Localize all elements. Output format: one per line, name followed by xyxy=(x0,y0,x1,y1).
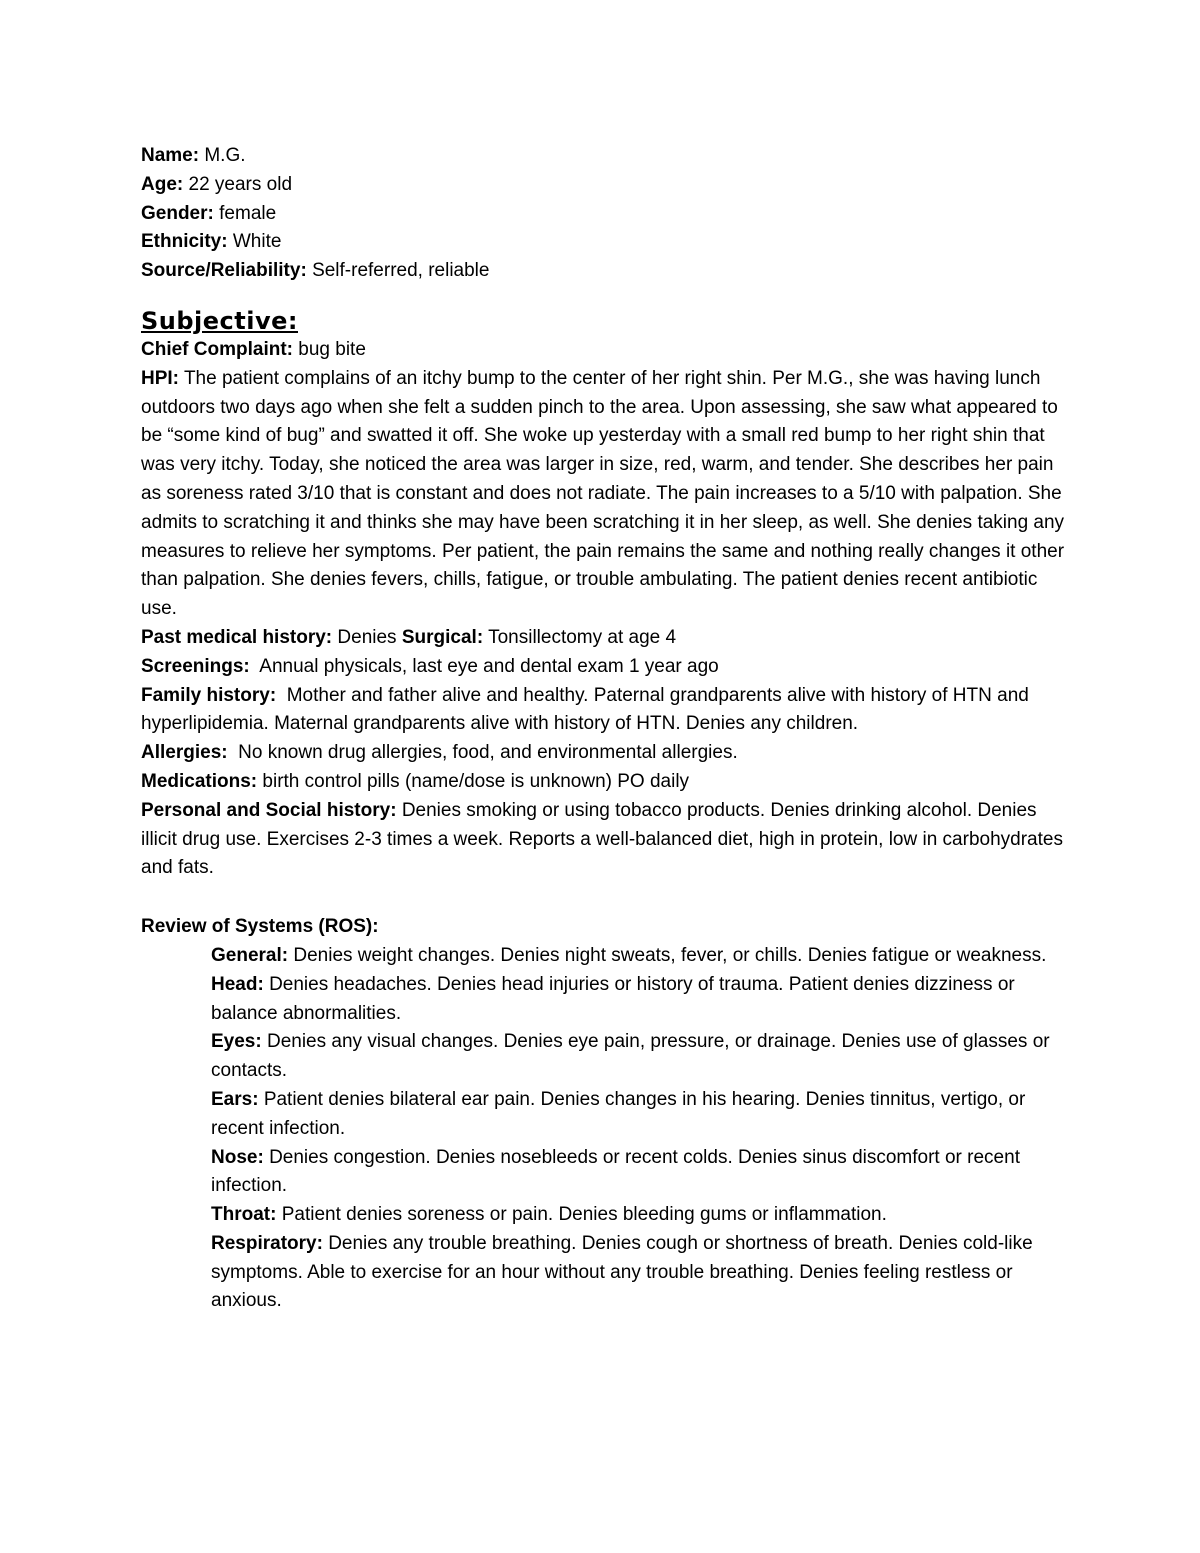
name-line xyxy=(141,142,1066,171)
ros-throat-value: Patient denies soreness or pain. Denies bleeding gums or inflammation. xyxy=(281,1204,887,1226)
source-line xyxy=(141,257,1066,286)
source-value: Self-referred, reliable xyxy=(312,260,490,282)
family-history-paragraph xyxy=(141,682,1066,740)
ros-item-nose xyxy=(211,1144,1066,1202)
ros-throat-label: Throat: xyxy=(211,1204,277,1226)
screenings-line xyxy=(141,653,1066,682)
social-history-value: Denies smoking or using tobacco products. Denies drinking alcohol. Denies illicit drug use. Exercises 2-3 times a week. Reports a well-balanced diet, high in protein, low in carbohydrates and fats. xyxy=(141,799,1063,879)
hpi-paragraph xyxy=(141,365,1066,624)
ros-eyes-value: Denies any visual changes. Denies eye pain, pressure, or drainage. Denies use of glasses or contacts. xyxy=(211,1031,1050,1082)
ros-item-head xyxy=(211,971,1066,1029)
ros-item-throat xyxy=(211,1201,1066,1230)
age-line xyxy=(141,171,1066,200)
ros-ears-value: Patient denies bilateral ear pain. Denies changes in his hearing. Denies tinnitus, vertigo, or recent infection. xyxy=(211,1088,1026,1139)
allergies-value: No known drug allergies, food, and environmental allergies. xyxy=(238,742,738,764)
pmh-value: Denies xyxy=(337,626,397,648)
ros-general-value: Denies weight changes. Denies night sweats, fever, or chills. Denies fatigue or weakness. xyxy=(293,944,1047,966)
ros-item-general xyxy=(211,942,1066,971)
source-label: Source/Reliability: xyxy=(141,260,307,282)
ros-respiratory-value: Denies any trouble breathing. Denies cough or shortness of breath. Denies cold-like symptoms. Able to exercise for an hour without any trouble breathing. Denies feeling restless or anxious. xyxy=(211,1232,1033,1312)
gender-line xyxy=(141,200,1066,229)
ros-respiratory-label: Respiratory: xyxy=(211,1232,323,1254)
family-history-value: Mother and father alive and healthy. Paternal grandparents alive with history of HTN and hyperlipidemia. Maternal grandparents alive with history of HTN. Denies any children. xyxy=(141,684,1029,735)
allergies-line xyxy=(141,739,1066,768)
ros-item-respiratory xyxy=(211,1230,1066,1316)
medications-label: Medications: xyxy=(141,770,258,792)
ethnicity-label: Ethnicity: xyxy=(141,231,228,253)
ros-nose-label: Nose: xyxy=(211,1146,264,1168)
ros-list xyxy=(141,942,1066,1316)
medications-value: birth control pills (name/dose is unknown) PO daily xyxy=(262,770,690,792)
pmh-line xyxy=(141,624,1066,653)
gender-value: female xyxy=(219,202,277,224)
document-content xyxy=(141,142,1066,1316)
social-history-label: Personal and Social history: xyxy=(141,799,397,821)
screenings-value: Annual physicals, last eye and dental exam 1 year ago xyxy=(259,655,719,677)
chief-complaint-line xyxy=(141,336,1066,365)
gender-label: Gender: xyxy=(141,202,214,224)
ros-heading: Review of Systems (ROS): xyxy=(141,916,379,938)
surgical-label: Surgical: xyxy=(401,626,484,648)
demographics-block xyxy=(141,142,1066,286)
hpi-label: HPI: xyxy=(141,367,179,389)
chief-complaint-label: Chief Complaint: xyxy=(141,338,293,360)
social-history-paragraph xyxy=(141,797,1066,883)
name-label: Name: xyxy=(141,145,200,166)
ros-head-value: Denies headaches. Denies head injuries or history of trauma. Patient denies dizziness or balance abnormalities. xyxy=(211,973,1015,1024)
ethnicity-value: White xyxy=(232,231,282,253)
age-value: 22 years old xyxy=(188,173,293,195)
ros-nose-value: Denies congestion. Denies nosebleeds or recent colds. Denies sinus discomfort or recent infection. xyxy=(211,1146,1020,1197)
pmh-label: Past medical history: xyxy=(141,626,333,648)
subjective-heading: Subjective: xyxy=(141,306,298,335)
hpi-value: The patient complains of an itchy bump to the center of her right shin. Per M.G., she was having lunch outdoors two days ago when she felt a sudden pinch to the area. Upon assessing, she saw what appeared to be “some kind of bug” and swatted it off. She woke up yesterday with a small red bump to her right shin that was very itchy. Today, she noticed the area was larger in size, red, warm, and tender. She describes her pain as soreness rated 3/10 that is constant and does not radiate. The pain increases to a 5/10 with palpation. She admits to scratching it and thinks she may have been scratching it in her sleep, as well. She denies taking any measures to relieve her symptoms. Per patient, the pain remains the same and nothing really changes it other than palpation. She denies fevers, chills, fatigue, or trouble ambulating. The patient denies recent antibiotic use. xyxy=(141,367,1065,620)
screenings-label: Screenings: xyxy=(141,655,250,677)
subjective-block xyxy=(141,336,1066,883)
ros-eyes-label: Eyes: xyxy=(211,1031,262,1053)
ros-item-eyes xyxy=(211,1028,1066,1086)
ros-head-label: Head: xyxy=(211,973,264,995)
family-history-label: Family history: xyxy=(141,684,277,706)
medications-line xyxy=(141,768,1066,797)
ros-ears-label: Ears: xyxy=(211,1088,259,1110)
ros-general-label: General: xyxy=(211,944,289,966)
chief-complaint-value: bug bite xyxy=(298,338,366,360)
allergies-label: Allergies: xyxy=(141,742,228,764)
age-label: Age: xyxy=(141,173,184,195)
name-value: M.G. xyxy=(204,145,246,166)
surgical-value: Tonsillectomy at age 4 xyxy=(488,626,677,648)
ros-item-ears xyxy=(211,1086,1066,1144)
ethnicity-line xyxy=(141,228,1066,257)
